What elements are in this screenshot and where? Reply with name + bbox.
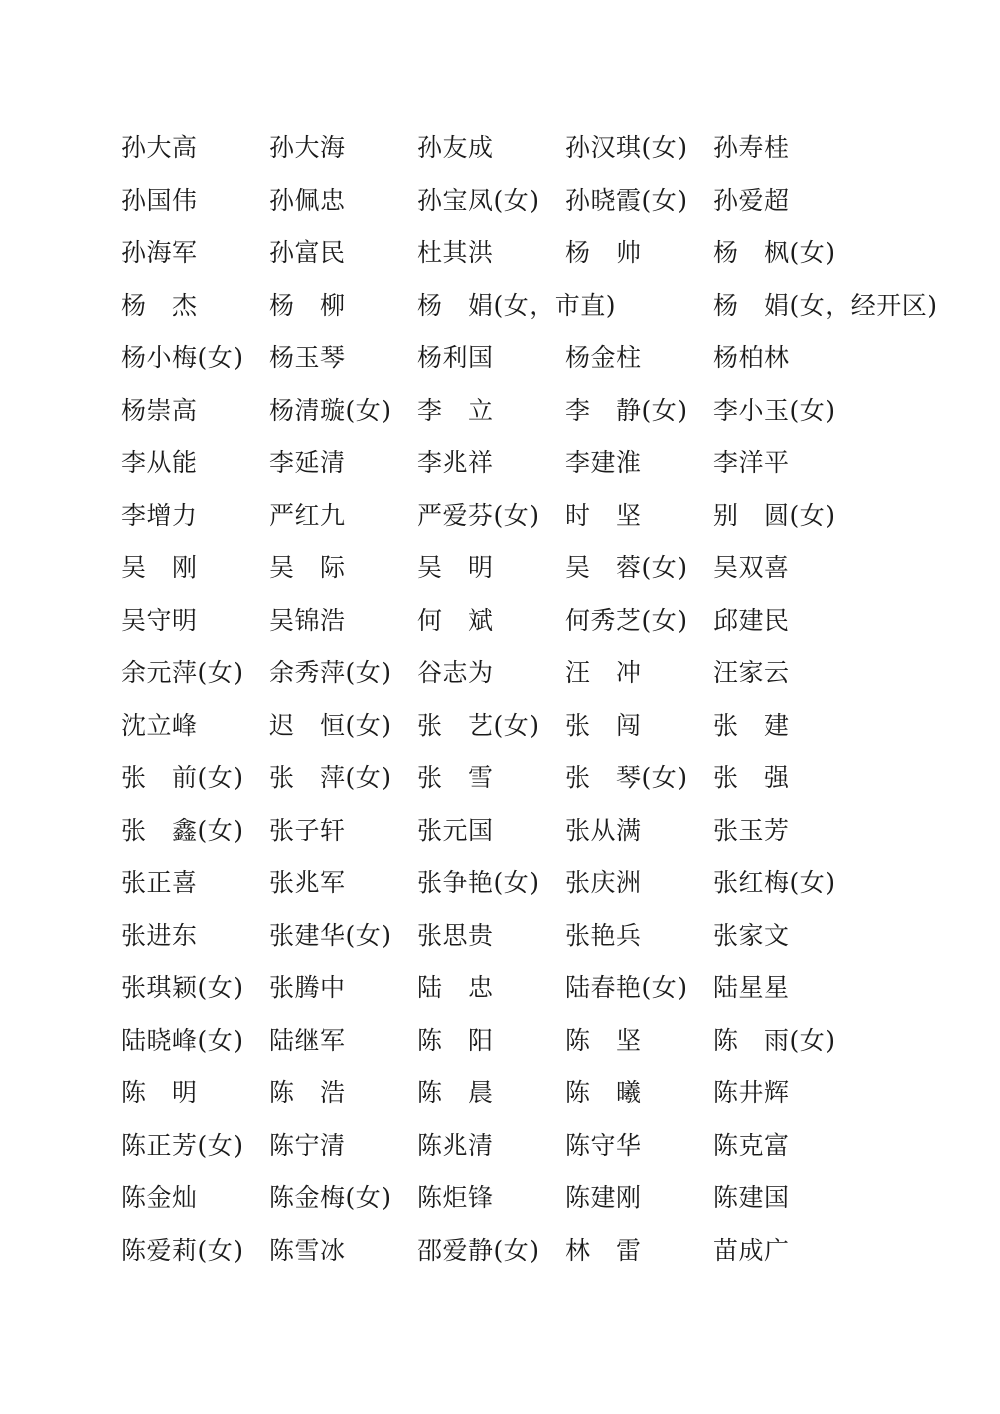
name-entry: 汪 冲 xyxy=(565,658,642,687)
name-entry: 张 萍(女) xyxy=(269,763,392,792)
name-entry: 孙大高 xyxy=(121,133,198,162)
name-row xyxy=(121,857,921,910)
name-entry: 邵爱静(女) xyxy=(417,1235,540,1265)
name-entry: 何 斌 xyxy=(417,605,494,635)
name-entry: 杨小梅(女) xyxy=(121,343,244,372)
name-entry: 陈 雨(女) xyxy=(713,1025,836,1055)
name-row xyxy=(121,647,921,700)
name-entry: 孙海军 xyxy=(121,238,198,267)
name-entry: 吴 蓉(女) xyxy=(565,553,688,582)
name-entry: 陈 晨 xyxy=(417,1078,494,1107)
name-entry: 陈 坚 xyxy=(565,1025,642,1055)
name-row xyxy=(121,1172,921,1225)
name-row xyxy=(121,332,921,385)
name-row xyxy=(121,595,921,648)
name-entry: 陈炬锋 xyxy=(417,1183,494,1212)
name-entry: 张兆军 xyxy=(269,868,346,897)
name-entry: 孙佩忠 xyxy=(269,185,346,215)
name-list xyxy=(121,122,938,1277)
name-entry: 张元国 xyxy=(417,815,494,845)
name-entry: 林 雷 xyxy=(565,1235,642,1265)
name-entry: 陈建刚 xyxy=(565,1183,642,1212)
name-entry: 李从能 xyxy=(121,448,198,477)
name-row xyxy=(121,542,921,595)
name-entry: 邱建民 xyxy=(713,605,790,635)
name-entry: 孙友成 xyxy=(417,133,494,162)
name-entry: 张正喜 xyxy=(121,868,198,897)
name-row xyxy=(121,1120,921,1173)
name-row xyxy=(121,385,921,438)
name-entry: 余秀萍(女) xyxy=(269,658,392,687)
name-entry: 杜其洪 xyxy=(417,238,494,267)
name-entry: 迟 恒(女) xyxy=(269,710,392,740)
name-entry: 苗成广 xyxy=(713,1235,790,1265)
name-entry: 李小玉(女) xyxy=(713,395,836,425)
name-entry: 别 圆(女) xyxy=(713,500,836,530)
name-entry: 杨利国 xyxy=(417,343,494,372)
name-entry: 孙国伟 xyxy=(121,185,198,215)
name-entry: 陈爱莉(女) xyxy=(121,1235,244,1265)
name-entry: 吴双喜 xyxy=(713,553,790,582)
name-entry: 严爱芬(女) xyxy=(417,500,540,530)
name-entry: 张艳兵 xyxy=(565,920,642,950)
name-entry: 时 坚 xyxy=(565,500,642,530)
name-row xyxy=(121,490,921,543)
name-entry: 陈 曦 xyxy=(565,1078,642,1107)
name-row xyxy=(121,1225,921,1278)
name-entry: 张子轩 xyxy=(269,815,346,845)
name-row xyxy=(121,700,921,753)
name-entry: 张 鑫(女) xyxy=(121,815,244,845)
name-entry: 张玉芳 xyxy=(713,815,790,845)
name-entry: 杨 杰 xyxy=(121,290,198,320)
name-entry: 吴守明 xyxy=(121,605,198,635)
name-entry: 杨玉琴 xyxy=(269,343,346,372)
name-entry: 张 琴(女) xyxy=(565,763,688,792)
name-entry: 陆继军 xyxy=(269,1025,346,1055)
name-entry: 陆晓峰(女) xyxy=(121,1025,244,1055)
name-entry: 张家文 xyxy=(713,920,790,950)
name-entry: 李增力 xyxy=(121,500,198,530)
name-entry: 李 静(女) xyxy=(565,395,688,425)
name-entry: 陈 阳 xyxy=(417,1025,494,1055)
name-entry: 李兆祥 xyxy=(417,448,494,477)
name-entry: 张 建 xyxy=(713,710,790,740)
name-row xyxy=(121,1015,921,1068)
name-entry: 陈建国 xyxy=(713,1183,790,1212)
name-entry: 李 立 xyxy=(417,395,494,425)
name-row xyxy=(121,437,921,490)
name-row xyxy=(121,752,921,805)
name-entry: 杨 柳 xyxy=(269,290,346,320)
name-entry: 杨 帅 xyxy=(565,238,642,267)
name-entry: 陈克富 xyxy=(713,1130,790,1160)
name-entry: 陈兆清 xyxy=(417,1130,494,1160)
name-entry: 张腾中 xyxy=(269,973,346,1002)
name-entry: 杨崇高 xyxy=(121,395,198,425)
name-entry: 吴 际 xyxy=(269,553,346,582)
name-entry: 吴 明 xyxy=(417,553,494,582)
name-entry: 孙汉琪(女) xyxy=(565,133,688,162)
name-entry: 陈 浩 xyxy=(269,1078,346,1107)
name-entry: 陈 明 xyxy=(121,1078,198,1107)
name-entry: 陆星星 xyxy=(713,973,790,1002)
name-entry: 李洋平 xyxy=(713,448,790,477)
name-entry: 李延清 xyxy=(269,448,346,477)
name-entry: 陆 忠 xyxy=(417,973,494,1002)
name-entry: 张 闯 xyxy=(565,710,642,740)
name-entry: 孙晓霞(女) xyxy=(565,185,688,215)
name-entry: 谷志为 xyxy=(417,658,494,687)
name-entry: 张进东 xyxy=(121,920,198,950)
name-row xyxy=(121,122,921,175)
name-row xyxy=(121,175,921,228)
name-entry: 汪家云 xyxy=(713,658,790,687)
name-row xyxy=(121,280,938,333)
name-entry: 孙宝凤(女) xyxy=(417,185,540,215)
name-entry: 陆春艳(女) xyxy=(565,973,688,1002)
name-entry: 李建淮 xyxy=(565,448,642,477)
name-entry: 张 雪 xyxy=(417,763,494,792)
name-row xyxy=(121,910,921,963)
name-entry: 沈立峰 xyxy=(121,710,198,740)
name-entry: 吴锦浩 xyxy=(269,605,346,635)
name-entry: 张 前(女) xyxy=(121,763,244,792)
name-entry: 陈金梅(女) xyxy=(269,1183,392,1212)
name-row xyxy=(121,805,921,858)
name-entry: 何秀芝(女) xyxy=(565,605,688,635)
name-entry: 孙爱超 xyxy=(713,185,790,215)
name-entry: 杨金柱 xyxy=(565,343,642,372)
name-entry: 张庆洲 xyxy=(565,868,642,897)
name-entry: 陈金灿 xyxy=(121,1183,198,1212)
name-entry: 张 艺(女) xyxy=(417,710,540,740)
name-entry: 孙大海 xyxy=(269,133,346,162)
name-entry: 孙富民 xyxy=(269,238,346,267)
name-entry: 杨清璇(女) xyxy=(269,395,392,425)
name-entry: 张 强 xyxy=(713,763,790,792)
name-entry: 杨 娟(女，经开区) xyxy=(713,290,938,320)
name-entry: 陈雪冰 xyxy=(269,1235,346,1265)
name-entry: 张思贵 xyxy=(417,920,494,950)
name-row xyxy=(121,962,921,1015)
name-entry: 张争艳(女) xyxy=(417,868,540,897)
name-entry: 陈井辉 xyxy=(713,1078,790,1107)
name-entry: 杨柏林 xyxy=(713,343,790,372)
name-row xyxy=(121,1067,921,1120)
name-entry: 张琪颖(女) xyxy=(121,973,244,1002)
name-entry: 杨 娟(女，市直) xyxy=(417,290,617,320)
name-entry: 余元萍(女) xyxy=(121,658,244,687)
name-row xyxy=(121,227,921,280)
name-entry: 张从满 xyxy=(565,815,642,845)
name-entry: 张红梅(女) xyxy=(713,868,836,897)
name-entry: 严红九 xyxy=(269,500,346,530)
name-entry: 吴 刚 xyxy=(121,553,198,582)
name-entry: 陈正芳(女) xyxy=(121,1130,244,1160)
name-entry: 张建华(女) xyxy=(269,920,392,950)
name-entry: 孙寿桂 xyxy=(713,133,790,162)
name-entry: 陈守华 xyxy=(565,1130,642,1160)
name-entry: 杨 枫(女) xyxy=(713,238,836,267)
name-entry: 陈宁清 xyxy=(269,1130,346,1160)
